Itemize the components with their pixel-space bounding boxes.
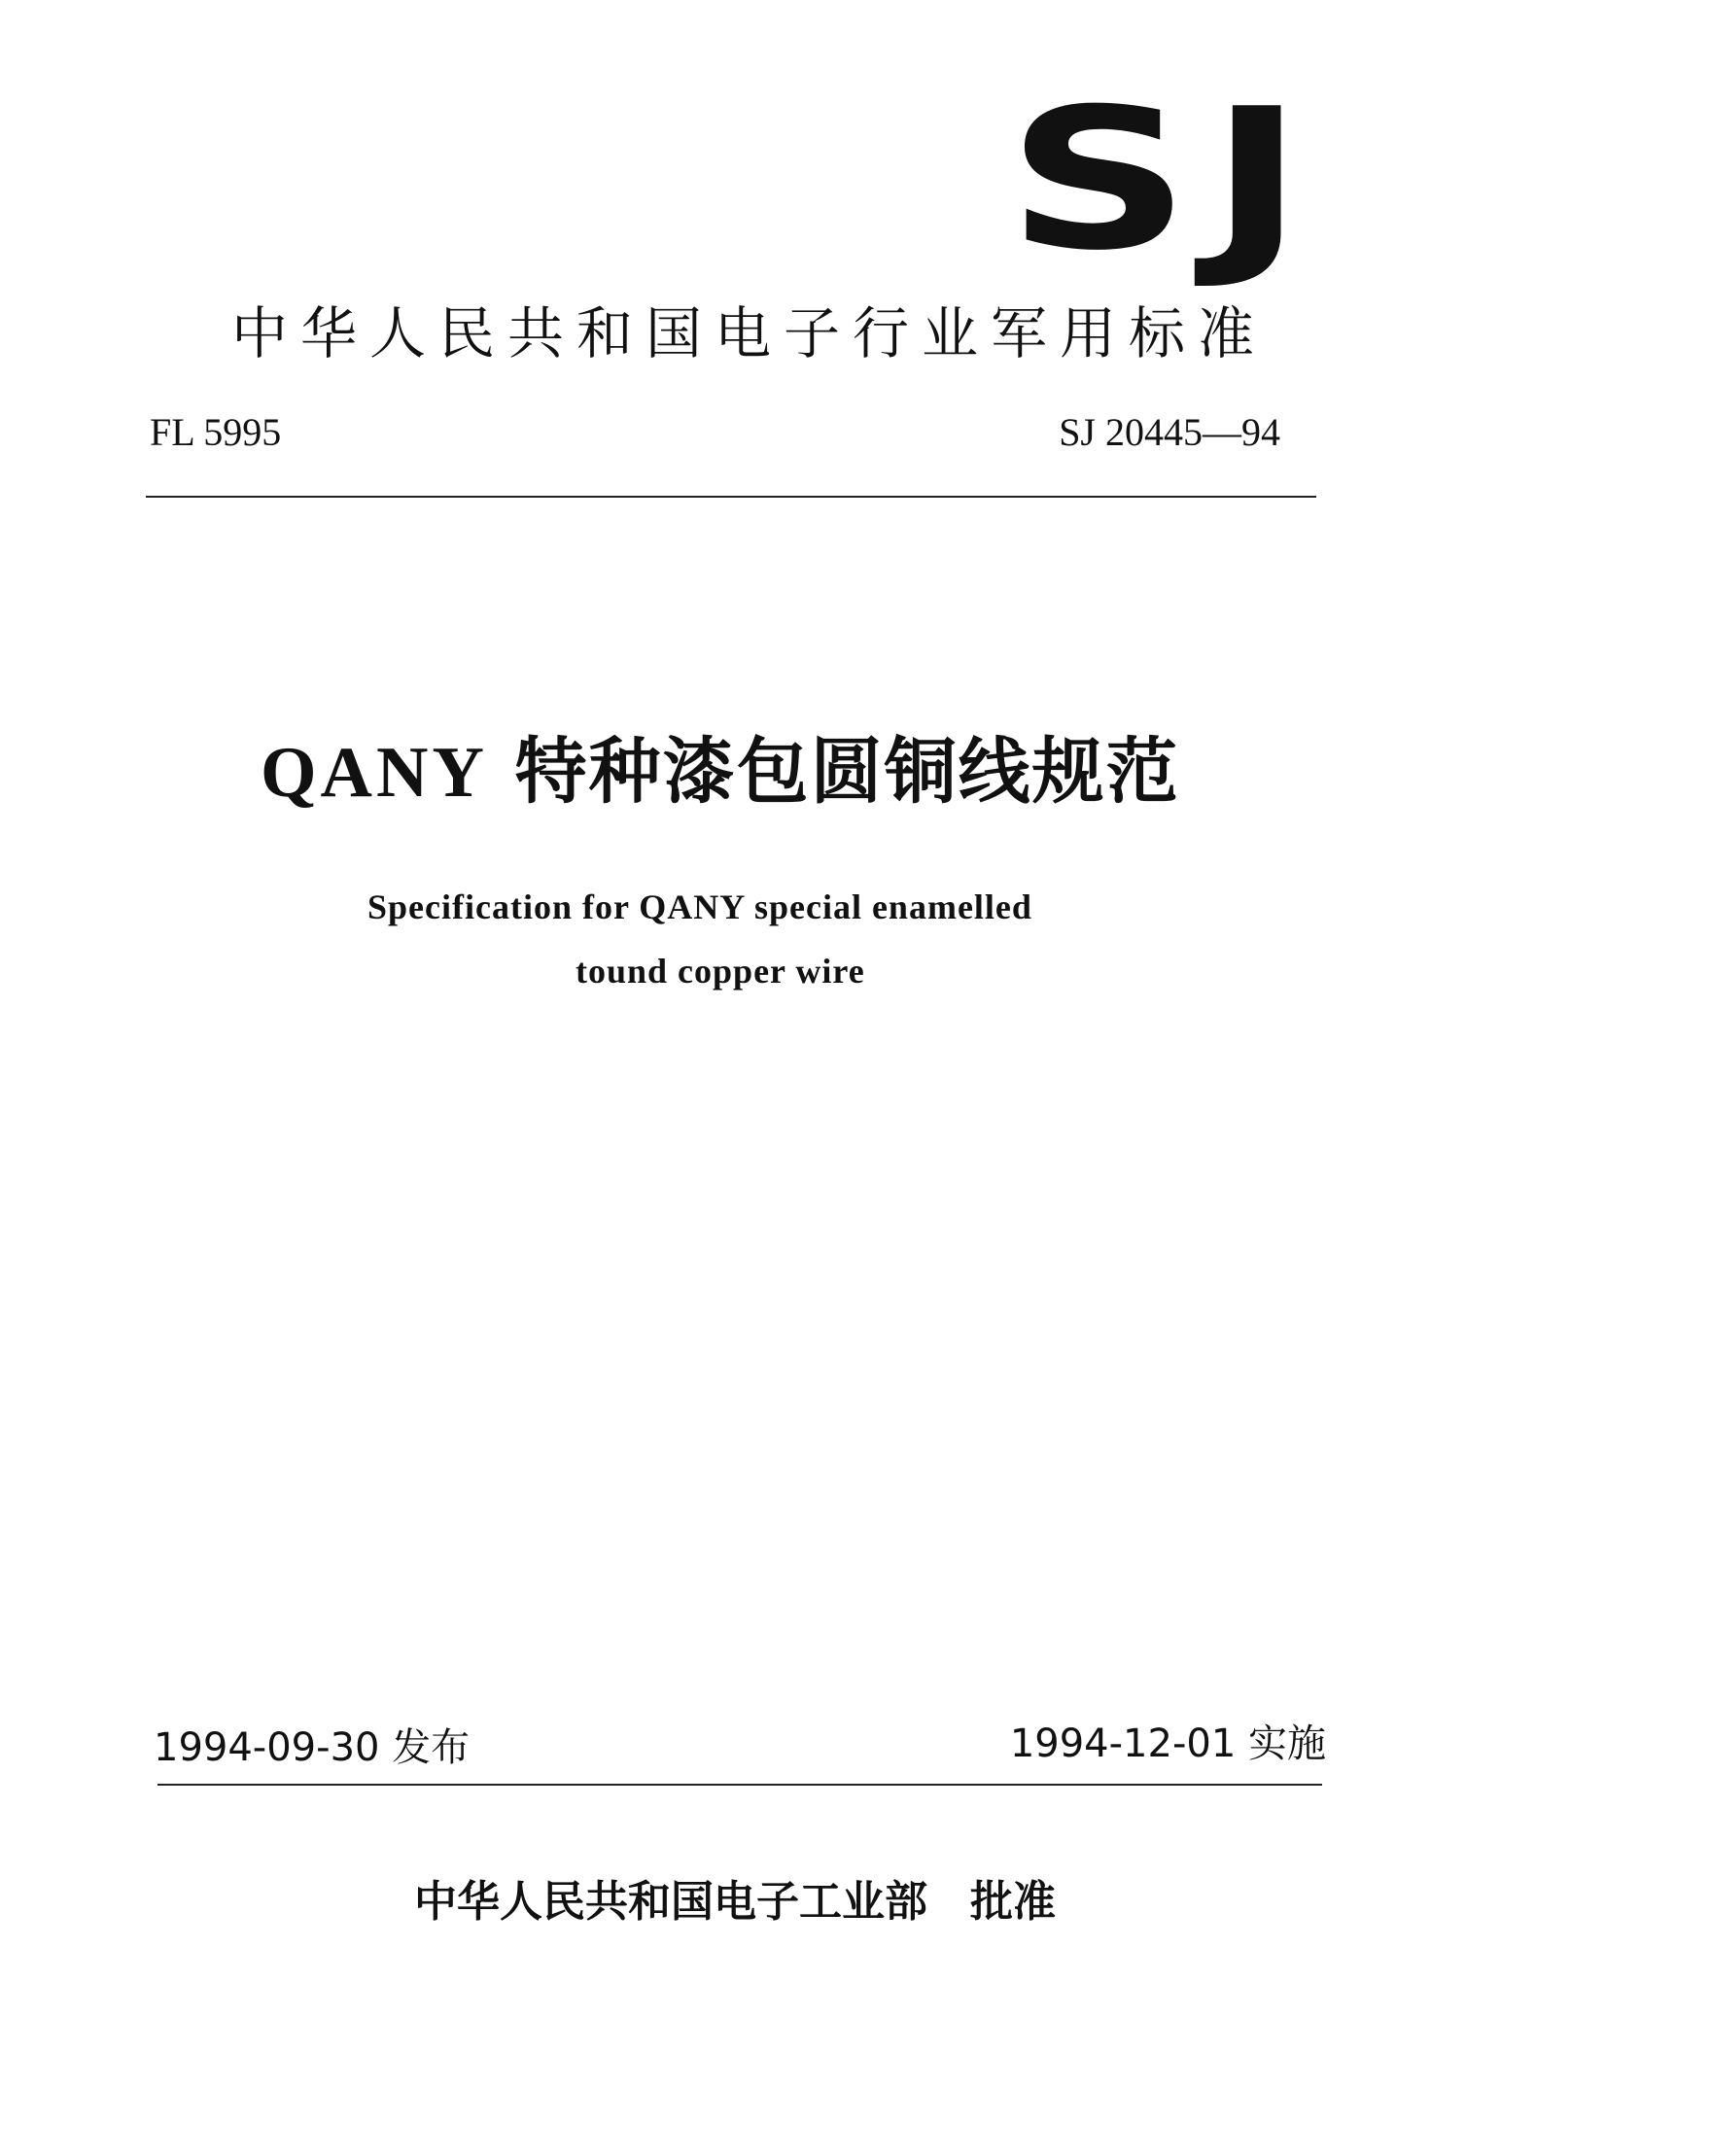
sj-logo: SJ bbox=[1006, 67, 1323, 294]
english-title-line-2: tound copper wire bbox=[576, 952, 865, 991]
effective-date: 1994-12-01 实施 bbox=[1009, 1721, 1326, 1766]
title-prefix: QANY bbox=[261, 733, 488, 813]
title-chinese: 特种漆包圆铜线规范 bbox=[514, 730, 1180, 814]
issue-date: 1994-09-30 发布 bbox=[154, 1725, 471, 1770]
approver-name: 中华人民共和国电子工业部 bbox=[414, 1877, 927, 1927]
document-title bbox=[261, 727, 1180, 817]
approval-line bbox=[414, 1874, 1056, 1930]
header-divider bbox=[146, 496, 1316, 498]
english-title-line-1: Specification for QANY special enamelled bbox=[367, 887, 1032, 926]
footer-divider bbox=[157, 1784, 1322, 1786]
standard-number: SJ 20445—94 bbox=[1059, 410, 1280, 454]
classification-code: FL 5995 bbox=[150, 410, 282, 454]
approval-label: 批准 bbox=[970, 1877, 1056, 1927]
org-title: 中华人民共和国电子行业军用标准 bbox=[231, 300, 1268, 366]
